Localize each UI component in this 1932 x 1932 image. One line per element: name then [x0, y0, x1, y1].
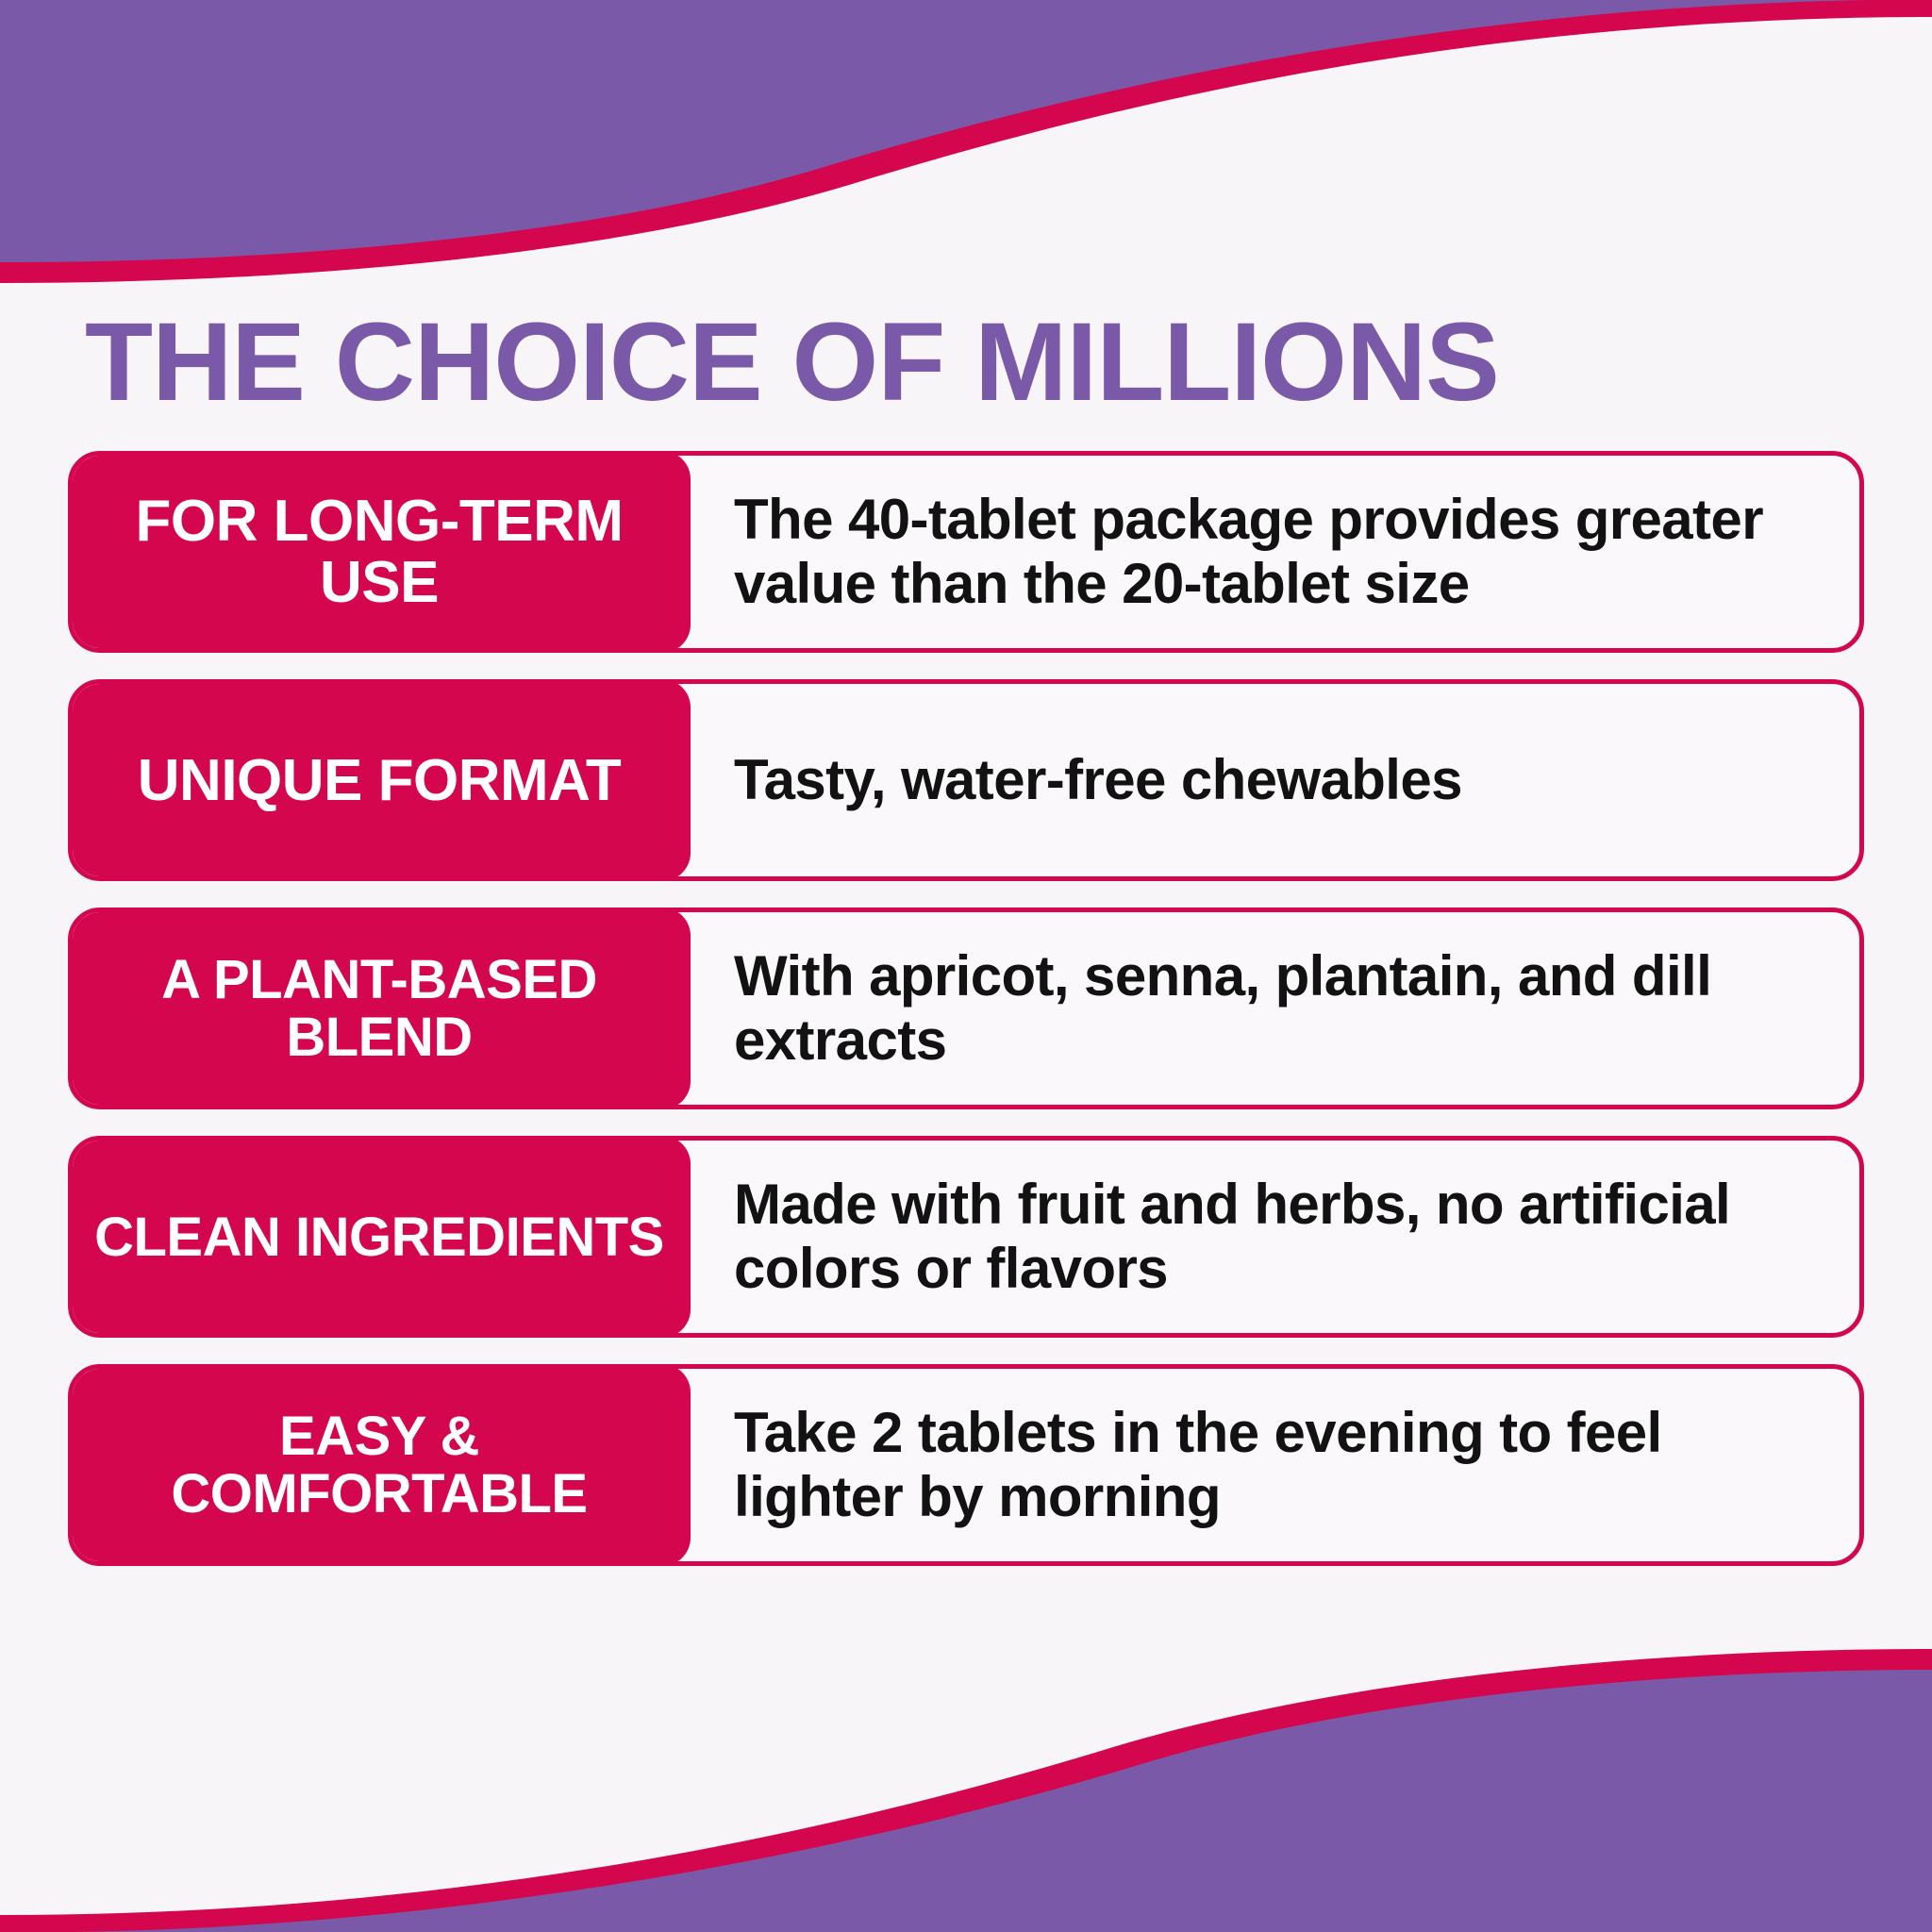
top-decoration-shape — [0, 0, 1932, 283]
feature-label-text: EASY & COMFORTABLE — [171, 1405, 588, 1525]
feature-label-badge — [68, 1364, 691, 1566]
poster-content — [0, 283, 1932, 1566]
feature-label-text: FOR LONG-TERM USE — [135, 488, 624, 616]
feature-label-text: UNIQUE FORMAT — [137, 747, 622, 813]
feature-description-text: Made with fruit and herbs, no artificial colors or flavors — [734, 1172, 1731, 1301]
feature-description-text: With apricot, senna, plantain, and dill extracts — [734, 943, 1712, 1073]
feature-label-badge — [68, 1136, 691, 1338]
feature-row-clean-ingredients — [68, 1136, 1864, 1338]
feature-label-badge — [68, 679, 691, 881]
page-title: THE CHOICE OF MILLIONS — [85, 300, 1499, 425]
feature-row-easy-comfortable — [68, 1364, 1864, 1566]
feature-row-unique-format — [68, 679, 1864, 881]
feature-description-area — [691, 912, 1859, 1105]
feature-description-area — [691, 1369, 1859, 1561]
feature-row-long-term-use — [68, 451, 1864, 653]
feature-description-text: Tasty, water-free chewables — [734, 748, 1462, 812]
feature-description-area — [691, 684, 1859, 876]
feature-description-text: The 40-tablet package provides greater value than the 20-tablet size — [734, 487, 1763, 616]
top-decoration — [0, 0, 1932, 283]
feature-description-text: Take 2 tablets in the evening to feel lighter by morning — [734, 1400, 1662, 1529]
feature-list — [68, 451, 1864, 1566]
feature-row-plant-based-blend — [68, 908, 1864, 1109]
feature-description-area — [691, 1141, 1859, 1333]
feature-label-badge — [68, 908, 691, 1109]
feature-label-text: CLEAN INGREDIENTS — [94, 1206, 664, 1268]
bottom-decoration — [0, 1649, 1932, 1932]
feature-label-text: A PLANT-BASED BLEND — [161, 948, 597, 1069]
feature-label-badge — [68, 451, 691, 653]
feature-description-area — [691, 456, 1859, 648]
bottom-decoration-shape — [0, 1649, 1932, 1932]
